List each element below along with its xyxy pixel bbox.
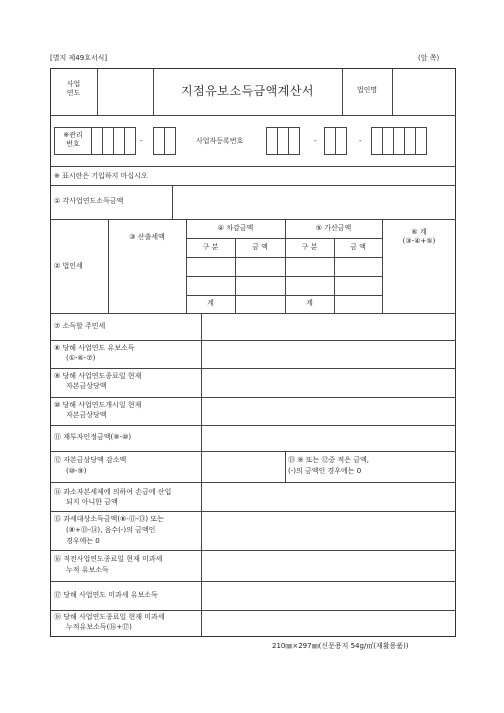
row-1-value-field[interactable] bbox=[173, 186, 455, 218]
row-7-value-field[interactable] bbox=[202, 314, 455, 339]
biz-reg-no-field-3[interactable] bbox=[371, 127, 426, 155]
gubun-header: 구 분 bbox=[301, 243, 318, 251]
row-15-note: 경우에는 0 bbox=[66, 537, 100, 545]
row-14-value-field[interactable] bbox=[202, 483, 455, 510]
row-11-value-field[interactable] bbox=[202, 426, 455, 450]
business-year-label: 사업 연도 bbox=[66, 80, 81, 97]
calculated-tax-field[interactable] bbox=[109, 258, 185, 312]
amount-header: 금 액 bbox=[252, 243, 268, 251]
row-9-sublabel: 자본금상당액 bbox=[66, 382, 107, 390]
page-title: 지점유보소득금액계산서 bbox=[180, 84, 314, 98]
row-5-label: ⑤ 가산금액 bbox=[315, 224, 352, 232]
row-14-sublabel: 되지 아니한 금액 bbox=[66, 498, 118, 506]
mgmt-no-field-2[interactable] bbox=[153, 127, 175, 155]
row-9-label: ⑨ 당해 사업연도종료일 현재 bbox=[54, 372, 142, 380]
row-15-label: ⑮ 과세대상소득금액(⑧-⑪-⑬) 또는 bbox=[54, 515, 164, 523]
row-11-label: ⑪ 재투자인정금액(⑨-⑩) bbox=[54, 433, 132, 441]
row-10-value-field[interactable] bbox=[202, 398, 455, 424]
row-17-value-field[interactable] bbox=[202, 582, 455, 609]
row-15-value-field[interactable] bbox=[202, 512, 455, 549]
row-13-label: ⑬ ⑨ 또는 ⑫중 적은 금액, bbox=[288, 456, 369, 464]
row-12-label: ⑫ 자본금상당액 감소액 bbox=[54, 456, 127, 464]
row-12-formula: (⑩-⑨) bbox=[66, 467, 87, 475]
row-18-label: ⑱ 당해 사업연도종료일 현재 미과세 bbox=[54, 613, 165, 621]
row-6-label: ⑥ 계 bbox=[411, 228, 427, 236]
row-16-sublabel: 누적 유보소득 bbox=[66, 566, 109, 574]
mgmt-no-field-1[interactable] bbox=[91, 127, 135, 155]
biz-reg-no-field-1[interactable] bbox=[266, 127, 299, 155]
deduction-total-label: 계 bbox=[207, 299, 214, 307]
row-7-label: ⑦ 소득할 주민세 bbox=[54, 322, 106, 330]
row-14-label: ⑭ 과소자본세제에 의하여 손금에 산입 bbox=[54, 488, 172, 496]
row-12-value-field[interactable] bbox=[202, 452, 284, 481]
dash: - bbox=[314, 137, 317, 145]
row-8-value-field[interactable] bbox=[202, 341, 455, 367]
row-2-label: ② 법인세 bbox=[54, 262, 83, 270]
notice-text: ※ 표시란은 기입하지 마십시오 bbox=[54, 172, 148, 180]
addition-total-label: 계 bbox=[306, 299, 313, 307]
amount-header: 금 액 bbox=[350, 243, 366, 251]
page-side-label: (앞 쪽) bbox=[418, 54, 440, 62]
gubun-header: 구 분 bbox=[202, 243, 219, 251]
dash: - bbox=[359, 137, 362, 145]
row-16-value-field[interactable] bbox=[202, 551, 455, 580]
form-number: [별지 제49호서식] bbox=[50, 54, 108, 62]
row-9-value-field[interactable] bbox=[202, 369, 455, 396]
corp-name-label: 법인명 bbox=[356, 86, 378, 94]
dash: - bbox=[140, 137, 143, 145]
row-4-label: ④ 차감금액 bbox=[217, 224, 254, 232]
row-18-sublabel: 누적유보소득(⑯+⑰) bbox=[66, 623, 132, 631]
row-13-sublabel: (-)의 금액인 경우에는 0 bbox=[288, 467, 362, 475]
row-6-total-field[interactable] bbox=[383, 258, 455, 312]
row-8-formula: (①-⑥-⑦) bbox=[66, 354, 96, 362]
row-10-sublabel: 자본금상당액 bbox=[66, 411, 107, 419]
mgmt-no-label: ※관리 번호 bbox=[63, 131, 83, 148]
row-17-label: ⑰ 당해 사업연도 미과세 유보소득 bbox=[54, 591, 158, 599]
corp-name-field[interactable] bbox=[393, 69, 455, 114]
row-16-label: ⑯ 직전사업연도종료일 현재 미과세 bbox=[54, 555, 163, 563]
paper-spec-footer: 210㎜×297㎜(신문용지 54g/㎡(재활용품)) bbox=[272, 642, 409, 650]
row-15-formula: (⑧+⑬-⑭), 음수(-)의 금액인 bbox=[66, 526, 156, 534]
row-1-label: ① 각사업연도소득금액 bbox=[54, 197, 124, 205]
row-8-label: ⑧ 당해 사업연도 유보소득 bbox=[54, 344, 135, 352]
row-6-formula: (③-④+⑤) bbox=[402, 237, 436, 245]
row-3-label: ③ 산출세액 bbox=[129, 233, 165, 241]
biz-reg-no-label: 사업자등록번호 bbox=[196, 137, 244, 145]
biz-reg-no-field-2[interactable] bbox=[324, 127, 346, 155]
business-year-field[interactable] bbox=[98, 69, 152, 114]
row-10-label: ⑩ 당해 사업연도개시일 현재 bbox=[54, 401, 142, 409]
row-18-value-field[interactable] bbox=[202, 611, 455, 636]
